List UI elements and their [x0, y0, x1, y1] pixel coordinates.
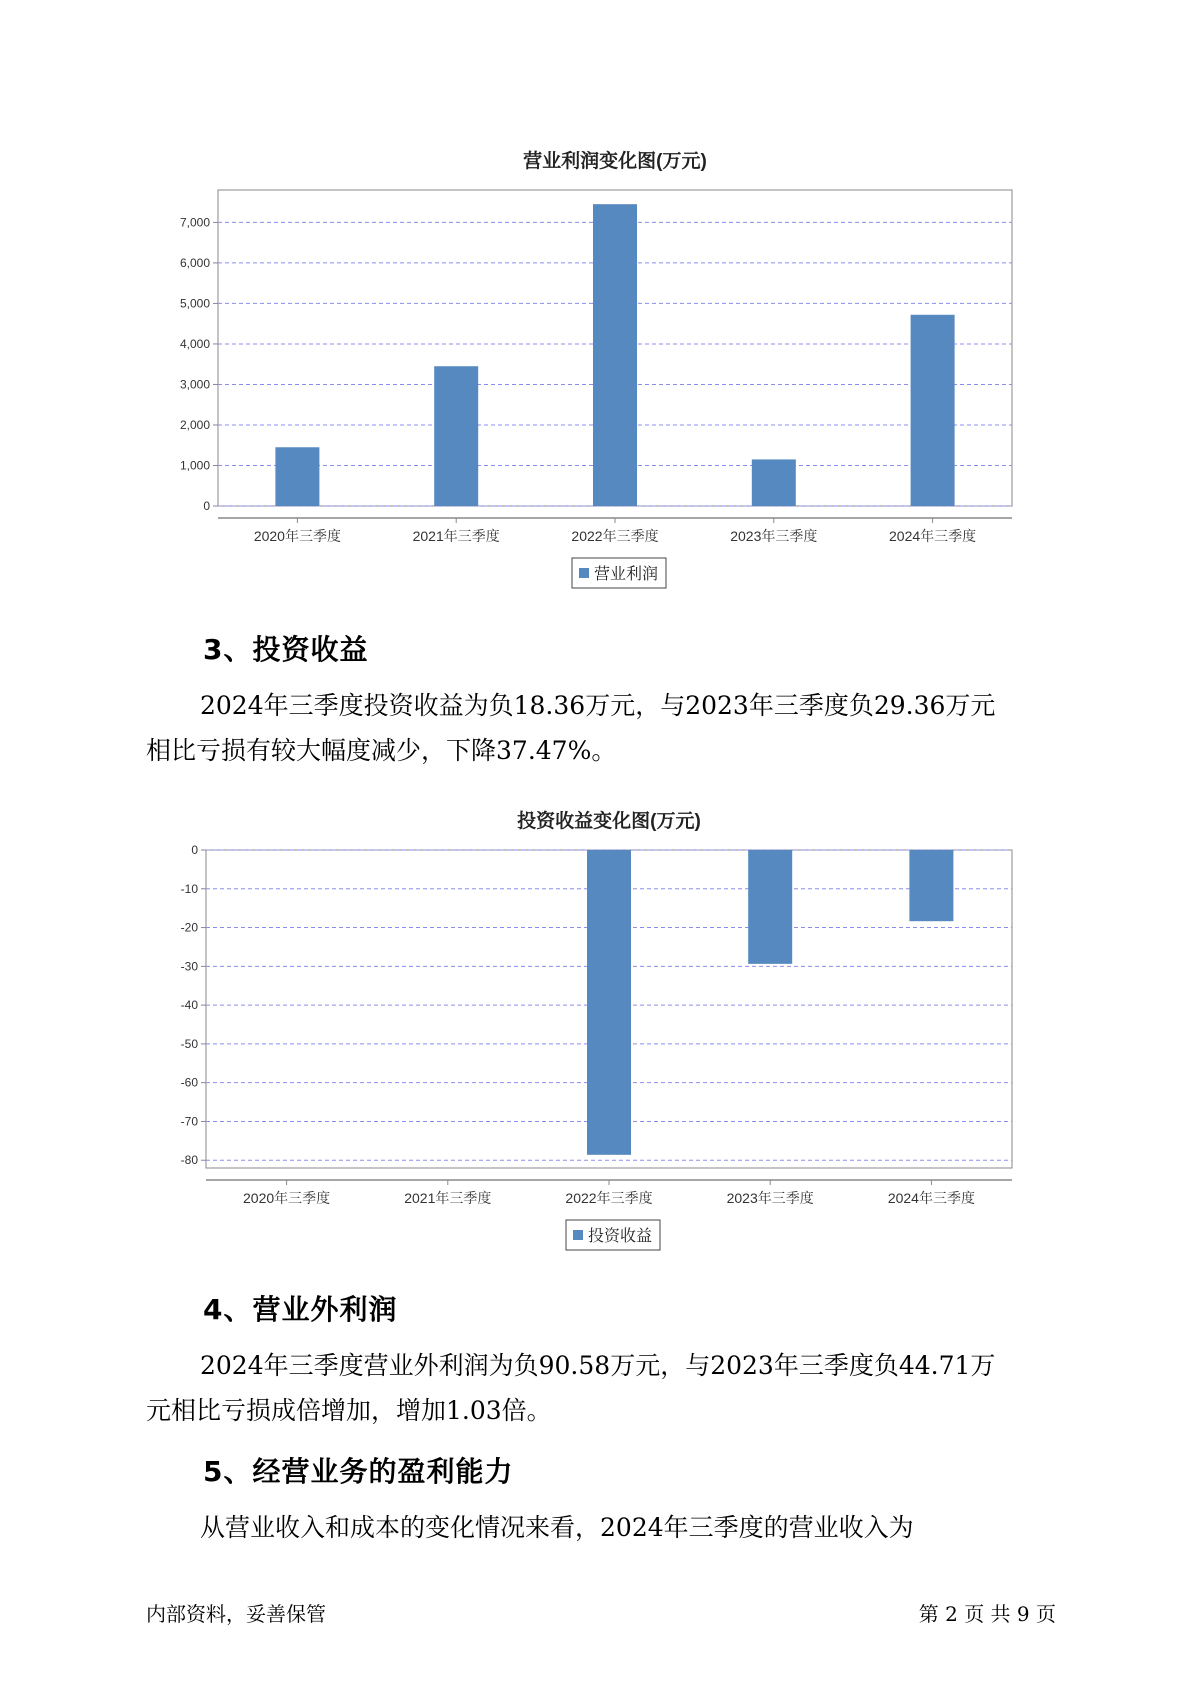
investment-income-chart-svg: [0, 800, 1191, 1260]
x-tick-label: 2021年三季度: [412, 528, 500, 544]
y-tick-label: -30: [180, 959, 198, 974]
section3-line-2: 相比亏损有较大幅度减少，下降37.47%。: [146, 736, 617, 765]
bar: [911, 315, 955, 506]
bar: [275, 447, 319, 506]
y-tick-label: 4,000: [179, 336, 210, 351]
section5-heading: 5、经营业务的盈利能力: [203, 1455, 514, 1488]
section5-line-1: 从营业收入和成本的变化情况来看，2024年三季度的营业收入为: [200, 1513, 914, 1542]
y-tick-label: -60: [180, 1075, 198, 1090]
y-tick-label: -20: [180, 920, 198, 935]
section4-paragraph: [146, 1343, 1056, 1433]
y-tick-label: -80: [180, 1153, 198, 1168]
x-tick-label: 2022年三季度: [565, 1190, 653, 1206]
y-tick-label: -10: [180, 881, 198, 896]
x-tick-label: 2020年三季度: [253, 528, 341, 544]
footer-page-number: 第 2 页 共 9 页: [918, 1602, 1056, 1626]
y-tick-label: 3,000: [179, 377, 210, 392]
section3-heading: 3、投资收益: [203, 633, 369, 666]
footer-confidential-note: 内部资料，妥善保管: [146, 1602, 326, 1626]
section3-paragraph: [146, 683, 1056, 773]
y-tick-label: 6,000: [179, 255, 210, 270]
bar: [748, 850, 792, 964]
x-tick-label: 2024年三季度: [889, 528, 977, 544]
y-tick-label: 0: [191, 843, 198, 857]
legend-swatch: [579, 568, 589, 578]
y-tick-label: -70: [180, 1114, 198, 1129]
legend-label: 投资收益: [588, 1228, 653, 1245]
y-tick-label: 1,000: [179, 458, 210, 473]
bar: [434, 366, 478, 506]
y-tick-label: 7,000: [179, 215, 210, 230]
section4-line-2: 元相比亏损成倍增加，增加1.03倍。: [146, 1396, 552, 1425]
y-tick-label: 0: [203, 499, 210, 513]
bar: [587, 850, 631, 1155]
operating-profit-chart-svg: [0, 140, 1191, 600]
section3-line-1: 2024年三季度投资收益为负18.36万元，与2023年三季度负29.36万元: [200, 691, 996, 720]
y-tick-label: 5,000: [179, 296, 210, 311]
legend-label: 营业利润: [594, 566, 659, 583]
legend-swatch: [573, 1230, 583, 1240]
section5-paragraph: [146, 1505, 1056, 1550]
x-tick-label: 2023年三季度: [726, 1190, 814, 1206]
bar: [909, 850, 953, 921]
operating-profit-chart: [0, 140, 1191, 600]
y-tick-label: -50: [180, 1036, 198, 1051]
y-tick-label: -40: [180, 998, 198, 1013]
section4-heading: 4、营业外利润: [203, 1293, 398, 1326]
chart-title: 投资收益变化图(万元): [517, 811, 701, 832]
chart-title: 营业利润变化图(万元): [523, 151, 707, 172]
investment-income-chart: [0, 800, 1191, 1260]
section4-line-1: 2024年三季度营业外利润为负90.58万元，与2023年三季度负44.71万: [200, 1351, 996, 1380]
x-tick-label: 2021年三季度: [404, 1190, 492, 1206]
x-tick-label: 2022年三季度: [571, 528, 659, 544]
bar: [593, 204, 637, 506]
bar: [752, 459, 796, 506]
x-tick-label: 2023年三季度: [730, 528, 818, 544]
y-tick-label: 2,000: [179, 417, 210, 432]
x-tick-label: 2020年三季度: [243, 1190, 331, 1206]
x-tick-label: 2024年三季度: [887, 1190, 975, 1206]
